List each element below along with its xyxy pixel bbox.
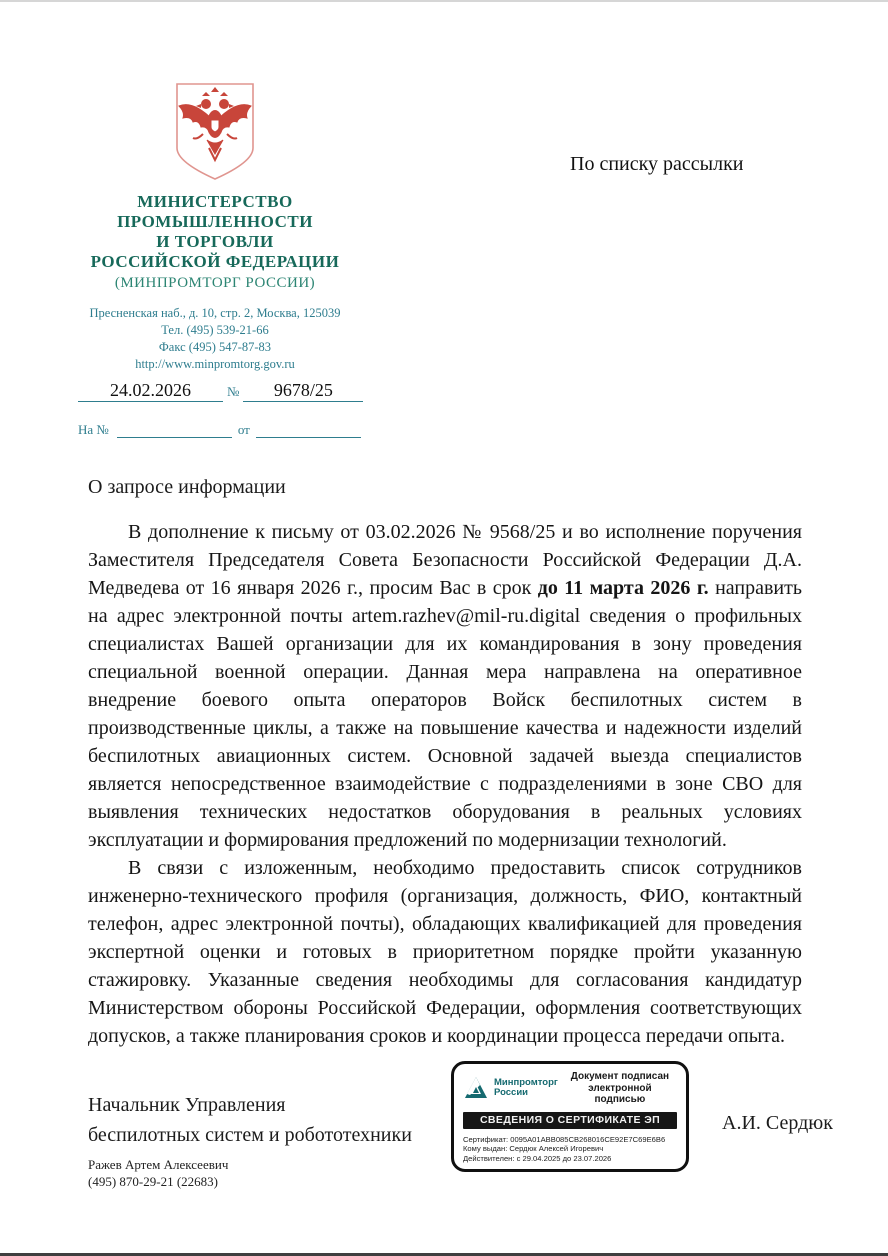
stamp-org-name	[494, 1078, 558, 1099]
signer-position	[88, 1090, 448, 1150]
paragraph-2: В связи с изложенным, необходимо предоставить список сотрудников инженерно-технического профиля (организация, должность, ФИО, контактный телефон, адрес электронной почты), обладающих квалификацией для проведения экспертной оценки и готовых в приоритетном порядке пройти указанную стажировку. Указанные сведения необходимы для согласования кандидатур Министерством обороны Российской Федерации, оформления соответствующих допусков, а также планирования сроков и координации процесса передачи опыта.	[88, 857, 802, 1047]
stamp-signed-text	[563, 1071, 677, 1106]
ministry-name-line4: РОССИЙСКОЙ ФЕДЕРАЦИИ	[90, 252, 340, 271]
executor-phone: (495) 870-29-21 (22683)	[88, 1174, 218, 1189]
reply-to-number-blank	[117, 437, 232, 438]
stamp-org-line2: России	[494, 1087, 529, 1099]
paragraph-1	[88, 518, 802, 854]
minpromtorg-logo-icon	[463, 1075, 489, 1101]
reply-from-label: от	[237, 422, 250, 437]
stamp-signed-line1: Документ подписан	[570, 1071, 670, 1082]
letter-number: 9678/25	[243, 380, 363, 402]
coat-of-arms-eagle-icon	[163, 82, 267, 182]
reference-block	[78, 380, 378, 438]
ministry-name-line2: ПРОМЫШЛЕННОСТИ	[117, 212, 313, 231]
letterhead-fax: Факс (495) 547-87-83	[158, 340, 272, 354]
ministry-short-name: (МИНПРОМТОРГ РОССИИ)	[114, 275, 316, 291]
stamp-certificate-details	[463, 1135, 677, 1164]
letterhead-phone: Тел. (495) 539-21-66	[161, 323, 269, 337]
executor-info	[88, 1156, 228, 1190]
stamp-org-line1: Минпромторг	[494, 1076, 558, 1088]
reply-from-date-blank	[256, 437, 361, 438]
letterhead	[70, 82, 360, 373]
ministry-name-line3: И ТОРГОВЛИ	[156, 232, 274, 251]
stamp-signed-line2: электронной подписью	[588, 1082, 652, 1105]
signer-position-line2: беспилотных систем и робототехники	[88, 1124, 412, 1146]
letterhead-website: http://www.minpromtorg.gov.ru	[135, 357, 295, 371]
scan-top-edge	[0, 0, 888, 2]
stamp-cert-owner: Кому выдан: Сердюк Алексей Игоревич	[463, 1144, 604, 1154]
paragraph-1-text-end: направить на адрес электронной почты artem.razhev@mil-ru.digital сведения о профильных специалистах Вашей организации для их командирования в зону проведения специальной военной операции. Данная мера направлена на оперативное внедрение боевого опыта операторов Войск беспилотных систем в производственные циклы, а также на повышение качества и надежности изделий беспилотных авиационных систем. Основной задачей выезда специалистов является непосредственное взаимодействие с подразделениями в зоне СВО для выявления технических недостатков оборудования в реальных условиях эксплуатации и формирования предложений по модернизации технологий.	[88, 577, 802, 851]
signer-position-line1: Начальник Управления	[88, 1094, 286, 1116]
stamp-cert-validity: Действителен: с 29.04.2025 до 23.07.2026	[463, 1153, 612, 1163]
letter-date: 24.02.2026	[78, 380, 223, 402]
ministry-name-line1: МИНИСТЕРСТВО	[137, 192, 293, 211]
stamp-certificate-header: СВЕДЕНИЯ О СЕРТИФИКАТЕ ЭП	[463, 1112, 677, 1129]
addressee-distribution-list: По списку рассылки	[570, 153, 744, 175]
letter-body	[88, 518, 802, 1050]
deadline-bold-text: до 11 марта 2026 г.	[537, 577, 709, 599]
reply-to-label: На №	[78, 422, 109, 437]
signer-name: А.И. Сердюк	[722, 1112, 833, 1134]
paragraph-1-text-start: В дополнение к письму от 03.02.2026 № 9568/25 и во исполнение поручения Заместителя Председателя Совета Безопасности Российской Федерации Д.А. Медведева от 16 января 2026 г., просим Вас в срок	[88, 521, 802, 599]
number-sign: №	[227, 384, 240, 399]
letterhead-address: Пресненская наб., д. 10, стр. 2, Москва, 125039	[89, 306, 341, 320]
executor-name: Ражев Артем Алексеевич	[88, 1157, 229, 1172]
stamp-cert-number: Сертификат: 0095A01ABB085CB268016CE92E7C69E6B6	[463, 1134, 666, 1144]
letter-subject: О запросе информации	[88, 476, 286, 498]
electronic-signature-stamp	[451, 1061, 689, 1172]
